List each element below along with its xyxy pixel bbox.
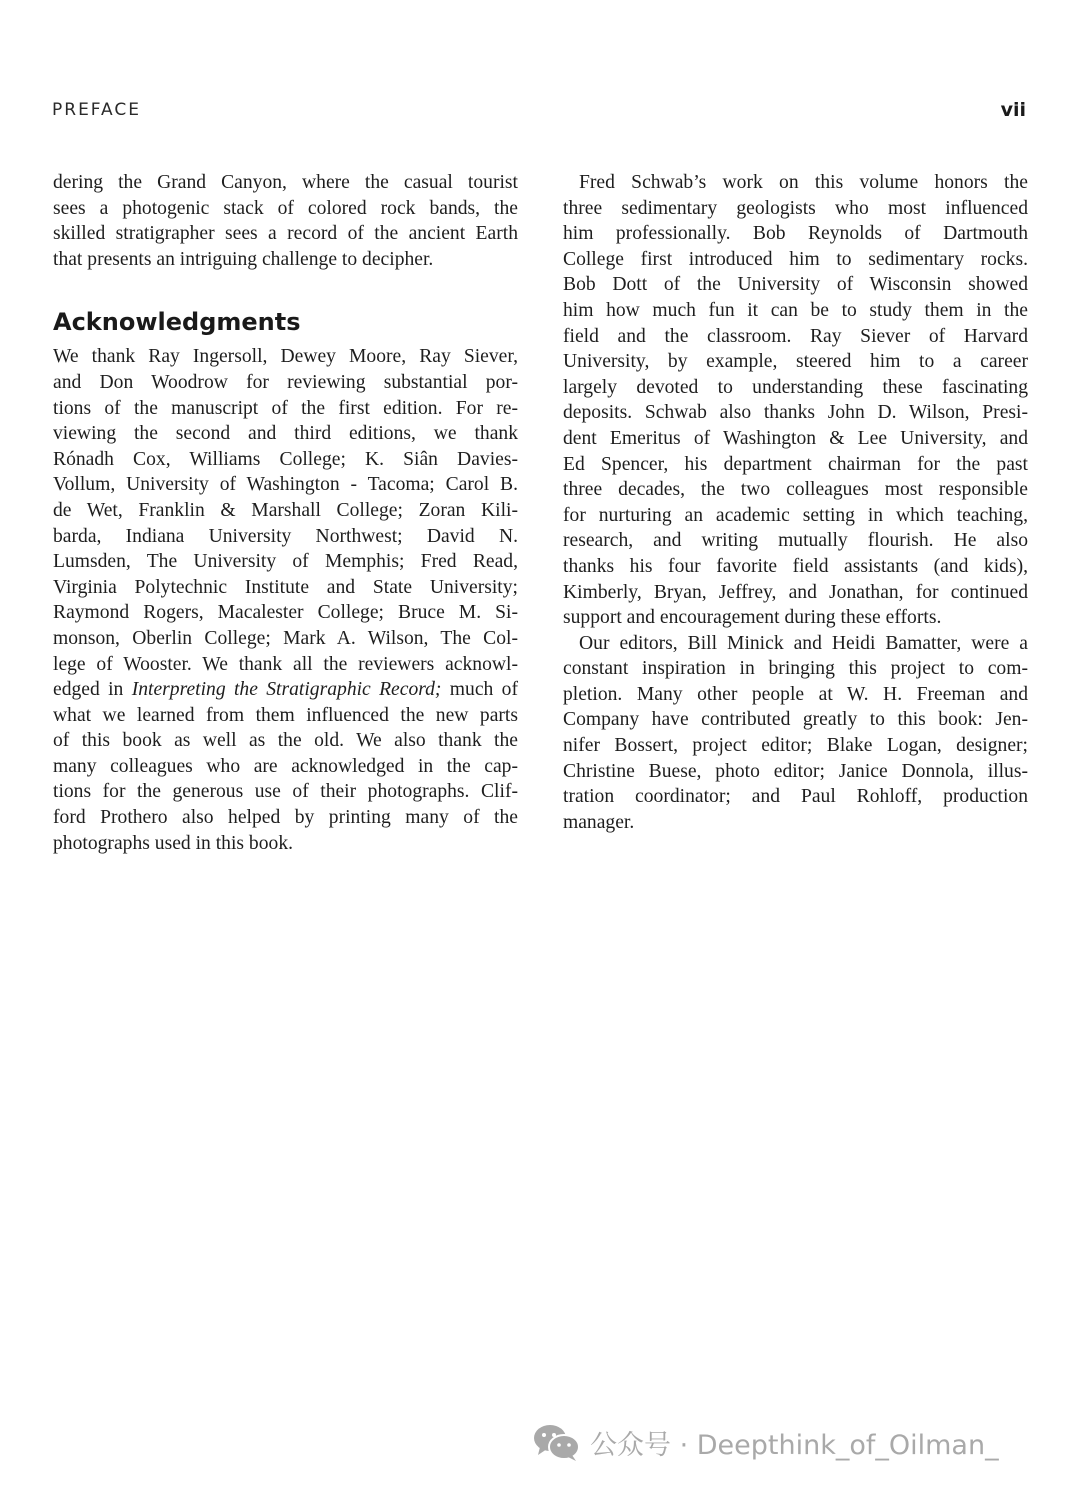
text-line: Bob Dott of the University of Wisconsin showed bbox=[563, 274, 1028, 296]
text-line: tions of the manuscript of the first edition. For re- bbox=[53, 397, 518, 419]
text-line: College first introduced him to sedimentary rocks. bbox=[563, 248, 1028, 270]
text-line: research, and writing mutually flourish. He also bbox=[563, 530, 1028, 552]
text-line: Christine Buese, photo editor; Janice Donnola, illus- bbox=[563, 760, 1028, 782]
text-line: three decades, the two colleagues most responsible bbox=[563, 479, 1028, 501]
text-line: thanks his four favorite field assistants (and kids), bbox=[563, 555, 1028, 577]
text-before-title: edged in bbox=[53, 679, 132, 701]
text-line: support and encouragement during these efforts. bbox=[563, 607, 942, 629]
text-line: We thank Ray Ingersoll, Dewey Moore, Ray Siever, bbox=[53, 346, 518, 368]
right-column bbox=[563, 170, 1028, 835]
intro-paragraph bbox=[53, 170, 518, 272]
text-line: for nurturing an academic setting in which teaching, bbox=[563, 504, 1028, 526]
text-line: tions for the generous use of their photographs. Clif- bbox=[53, 781, 518, 803]
page-number: vii bbox=[1000, 99, 1026, 121]
text-line: and Don Woodrow for reviewing substantial por- bbox=[53, 371, 518, 393]
text-line: deposits. Schwab also thanks John D. Wilson, Presi- bbox=[563, 402, 1028, 424]
text-line: Virginia Polytechnic Institute and State University; bbox=[53, 576, 518, 598]
wechat-icon bbox=[532, 1422, 582, 1462]
text-line: University, by example, steered him to a career bbox=[563, 351, 1028, 373]
text-line-with-book-title bbox=[53, 677, 518, 703]
section-heading: Acknowledgments bbox=[53, 308, 301, 337]
text-line: field and the classroom. Ray Siever of Harvard bbox=[563, 325, 1028, 347]
left-column bbox=[53, 170, 518, 856]
text-line: constant inspiration in bringing this project to com- bbox=[563, 658, 1028, 680]
text-line: dering the Grand Canyon, where the casual tourist bbox=[53, 172, 518, 193]
text-line: lege of Wooster. We thank all the reviewers acknowl- bbox=[53, 653, 518, 675]
text-line: him professionally. Bob Reynolds of Dartmouth bbox=[563, 223, 1028, 245]
text-line: Our editors, Bill Minick and Heidi Bamatter, were a bbox=[579, 632, 1028, 654]
acknowledgments-paragraph bbox=[53, 344, 518, 856]
text-line: pletion. Many other people at W. H. Freeman and bbox=[563, 683, 1028, 705]
text-line: skilled stratigrapher sees a record of the ancient Earth bbox=[53, 223, 518, 245]
schwab-paragraph bbox=[563, 170, 1028, 631]
text-line: of this book as well as the old. We also thank the bbox=[53, 730, 518, 752]
text-line: Raymond Rogers, Macalester College; Bruce M. Si- bbox=[53, 602, 518, 624]
running-head: PREFACE bbox=[52, 100, 141, 120]
text-line: him how much fun it can be to study them in the bbox=[563, 299, 1028, 321]
text-line: monson, Oberlin College; Mark A. Wilson, The Col- bbox=[53, 627, 518, 649]
text-line: many colleagues who are acknowledged in the cap- bbox=[53, 755, 518, 777]
text-line: tration coordinator; and Paul Rohloff, production bbox=[563, 786, 1028, 808]
text-line: largely devoted to understanding these fascinating bbox=[563, 376, 1028, 398]
watermark bbox=[532, 1422, 999, 1462]
text-line: what we learned from them influenced the new parts bbox=[53, 704, 518, 726]
text-line: Rónadh Cox, Williams College; K. Siân Davies- bbox=[53, 448, 518, 470]
text-after-title: much of bbox=[441, 679, 518, 701]
text-line: dent Emeritus of Washington & Lee University, and bbox=[563, 427, 1028, 449]
text-line: Vollum, University of Washington - Tacoma; Carol B. bbox=[53, 474, 518, 496]
text-line: that presents an intriguing challenge to decipher. bbox=[53, 248, 434, 270]
book-title: Interpreting the Stratigraphic Record; bbox=[131, 679, 442, 701]
text-line: Ed Spencer, his department chairman for the past bbox=[563, 453, 1028, 475]
text-line: nifer Bossert, project editor; Blake Logan, designer; bbox=[563, 735, 1028, 757]
text-line: barda, Indiana University Northwest; David N. bbox=[53, 525, 518, 547]
text-line: Lumsden, The University of Memphis; Fred Read, bbox=[53, 551, 518, 573]
text-line: viewing the second and third editions, we thank bbox=[53, 423, 518, 445]
text-line: sees a photogenic stack of colored rock bands, the bbox=[53, 197, 518, 219]
text-line: Company have contributed greatly to this book: Jen- bbox=[563, 709, 1028, 731]
text-line: de Wet, Franklin & Marshall College; Zoran Kili- bbox=[53, 499, 518, 521]
text-line: three sedimentary geologists who most influenced bbox=[563, 197, 1028, 219]
text-line: photographs used in this book. bbox=[53, 832, 294, 854]
text-line: manager. bbox=[563, 811, 635, 833]
text-line: Kimberly, Bryan, Jeffrey, and Jonathan, for continued bbox=[563, 581, 1028, 603]
text-line: Fred Schwab’s work on this volume honors the bbox=[579, 172, 1028, 193]
watermark-label: 公众号 · Deepthink_of_Oilman_ bbox=[590, 1429, 999, 1461]
editors-paragraph bbox=[563, 631, 1028, 836]
text-line: ford Prothero also helped by printing many of the bbox=[53, 807, 518, 829]
